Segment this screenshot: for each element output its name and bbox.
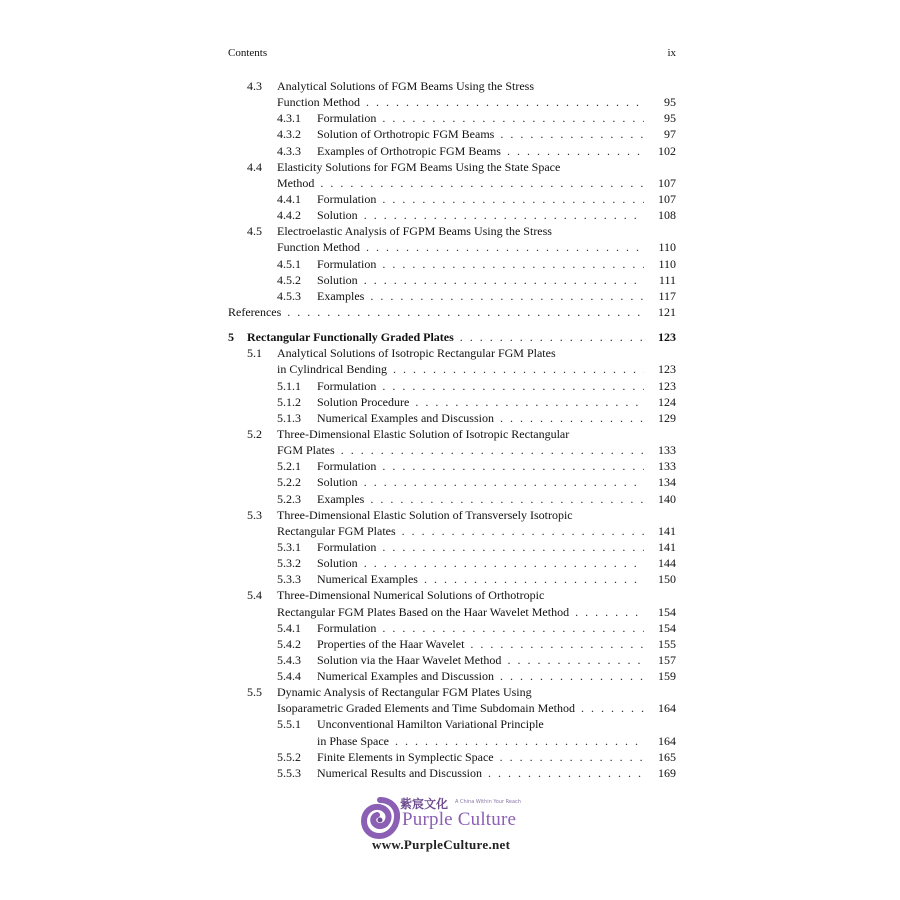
- toc-entry-number: 5.4.2: [277, 636, 301, 651]
- toc-entry: [228, 304, 676, 320]
- toc-dot-leader: [393, 361, 644, 377]
- toc-entry-number: 4.3.1: [277, 111, 301, 126]
- toc-entry: [228, 272, 676, 288]
- toc-entry-page: 155: [658, 636, 676, 651]
- toc-dot-leader: [382, 458, 644, 474]
- toc-entry-number: 5.1.1: [277, 378, 301, 393]
- toc-dot-leader: [382, 539, 644, 555]
- toc-dot-leader: [470, 636, 644, 652]
- toc-entry-number: 4.3.2: [277, 127, 301, 142]
- toc-entry-number: 5.4: [247, 588, 262, 603]
- toc-entry-title: Dynamic Analysis of Rectangular FGM Plates Using: [277, 685, 532, 700]
- toc-entry-number: 4.5.1: [277, 256, 301, 271]
- toc-entry-title: Numerical Examples and Discussion: [317, 669, 494, 684]
- toc-entry-title: Formulation: [317, 620, 377, 635]
- toc-entry-title: Three-Dimensional Elastic Solution of Isotropic Rectangular: [277, 426, 570, 441]
- toc-entry-page: 154: [658, 620, 676, 635]
- toc-entry-number: 5.2.3: [277, 491, 301, 506]
- toc-entry-number: 5.3.3: [277, 572, 301, 587]
- toc-dot-leader: [382, 191, 644, 207]
- toc-entry: [228, 143, 676, 159]
- toc-dot-leader: [320, 175, 644, 191]
- toc-entry: [228, 345, 676, 361]
- toc-entry-title: Formulation: [317, 111, 377, 126]
- toc-dot-leader: [575, 604, 644, 620]
- toc-entry-page: 133: [658, 459, 676, 474]
- toc-entry-title: Formulation: [317, 378, 377, 393]
- toc-entry-page: 95: [664, 95, 676, 110]
- toc-entry-page: 123: [658, 362, 676, 377]
- toc-entry: [228, 684, 676, 700]
- watermark: [360, 793, 550, 863]
- toc-entry-number: 5.4.4: [277, 669, 301, 684]
- toc-entry-number: 4.4.2: [277, 208, 301, 223]
- toc-entry: [228, 394, 676, 410]
- toc-entry-title: Properties of the Haar Wavelet: [317, 636, 465, 651]
- watermark-url: www.PurpleCulture.net: [372, 837, 511, 852]
- toc-entry-title: Rectangular FGM Plates Based on the Haar Wavelet Method: [277, 604, 570, 619]
- toc-entry-number: 4.4.1: [277, 191, 301, 206]
- toc-entry-title: Solution: [317, 556, 358, 571]
- toc-entry-title: Numerical Examples: [317, 572, 418, 587]
- toc-dot-leader: [382, 620, 644, 636]
- toc-entry-number: 5.3.2: [277, 556, 301, 571]
- toc-entry-title: Formulation: [317, 191, 377, 206]
- toc-entry-number: 5.5: [247, 685, 262, 700]
- toc-entry-number: 5.3: [247, 507, 262, 522]
- toc-entry-number: 4.3: [247, 79, 262, 93]
- toc-entry-page: 102: [658, 143, 676, 158]
- toc-entry: [228, 604, 676, 620]
- toc-entry-number: 5.1.2: [277, 394, 301, 409]
- toc-entry-page: 110: [658, 240, 676, 255]
- toc-entry: [228, 700, 676, 716]
- toc-entry: [228, 256, 676, 272]
- toc-dot-leader: [366, 239, 644, 255]
- toc-entry-title: Solution Procedure: [317, 394, 410, 409]
- toc-entry-page: 123: [658, 330, 676, 345]
- toc-entry-page: 134: [658, 475, 676, 490]
- table-of-contents: [228, 78, 676, 781]
- toc-dot-leader: [370, 491, 644, 507]
- toc-entry-title: Examples: [317, 288, 365, 303]
- toc-entry: [228, 652, 676, 668]
- toc-entry-number: 5.1.3: [277, 410, 301, 425]
- toc-entry-title: Numerical Examples and Discussion: [317, 410, 494, 425]
- toc-dot-leader: [364, 272, 644, 288]
- toc-entry-title: Elasticity Solutions for FGM Beams Using the State Space: [277, 159, 561, 174]
- toc-dot-leader: [341, 442, 644, 458]
- toc-entry: [228, 587, 676, 603]
- toc-entry-title: Method: [277, 175, 315, 190]
- toc-entry-number: 5.1: [247, 346, 262, 361]
- toc-dot-leader: [500, 668, 644, 684]
- toc-dot-leader: [382, 256, 644, 272]
- toc-entry-number: 4.5.2: [277, 272, 301, 287]
- toc-entry-title: Rectangular Functionally Graded Plates: [247, 330, 454, 345]
- toc-entry-title: Function Method: [277, 95, 360, 110]
- toc-entry-title: Formulation: [317, 459, 377, 474]
- toc-dot-leader: [424, 571, 644, 587]
- toc-entry-number: 5.4.3: [277, 652, 301, 667]
- watermark-chinese-text: 紫宸文化: [400, 797, 449, 811]
- toc-entry: [228, 620, 676, 636]
- toc-entry-page: 164: [658, 733, 676, 748]
- toc-entry: [228, 668, 676, 684]
- toc-entry-page: 108: [658, 208, 676, 223]
- toc-entry-page: 169: [658, 765, 676, 780]
- toc-dot-leader: [364, 474, 644, 490]
- toc-entry-title: Analytical Solutions of FGM Beams Using the Stress: [277, 79, 534, 93]
- toc-dot-leader: [287, 304, 644, 320]
- toc-entry: [228, 539, 676, 555]
- toc-dot-leader: [382, 378, 644, 394]
- toc-entry-page: 154: [658, 604, 676, 619]
- toc-entry: [228, 555, 676, 571]
- running-header-title: Contents: [228, 47, 268, 59]
- toc-entry-page: 144: [658, 556, 676, 571]
- toc-entry-number: 5.5.3: [277, 765, 301, 780]
- toc-entry: [228, 426, 676, 442]
- toc-entry-page: 157: [658, 652, 676, 667]
- toc-dot-leader: [370, 288, 644, 304]
- toc-dot-leader: [507, 143, 644, 159]
- toc-dot-leader: [460, 329, 644, 345]
- toc-entry: [228, 523, 676, 539]
- toc-entry-number: 5.2.2: [277, 475, 301, 490]
- toc-entry: [228, 507, 676, 523]
- page-number: ix: [667, 47, 676, 59]
- watermark-brand-name: Purple Culture: [402, 809, 517, 830]
- toc-entry-page: 117: [658, 288, 676, 303]
- toc-entry-page: 97: [664, 127, 676, 142]
- toc-entry-number: 4.5.3: [277, 288, 301, 303]
- toc-entry: [228, 458, 676, 474]
- toc-entry-page: 111: [658, 272, 676, 287]
- toc-entry-title: Rectangular FGM Plates: [277, 523, 396, 538]
- toc-entry-page: 121: [658, 304, 676, 319]
- toc-entry: [228, 159, 676, 175]
- toc-entry-title: Three-Dimensional Numerical Solutions of Orthotropic: [277, 588, 545, 603]
- toc-entry: [228, 110, 676, 126]
- toc-entry: [228, 126, 676, 142]
- toc-entry: [228, 175, 676, 191]
- toc-entry-page: 129: [658, 410, 676, 425]
- toc-entry-number: 5.5.1: [277, 717, 301, 732]
- toc-entry-title: in Phase Space: [317, 733, 389, 748]
- toc-entry-number: 5: [228, 330, 234, 345]
- toc-entry-page: 141: [658, 539, 676, 554]
- toc-dot-leader: [500, 749, 644, 765]
- toc-entry-title: FGM Plates: [277, 443, 335, 458]
- toc-entry-page: 159: [658, 669, 676, 684]
- toc-entry-number: 5.2.1: [277, 459, 301, 474]
- toc-entry: [228, 442, 676, 458]
- toc-entry: [228, 78, 676, 94]
- toc-entry: [228, 410, 676, 426]
- toc-entry-title: Numerical Results and Discussion: [317, 765, 482, 780]
- toc-entry-title: Formulation: [317, 539, 377, 554]
- toc-entry-title: Solution: [317, 272, 358, 287]
- toc-dot-leader: [395, 733, 644, 749]
- toc-entry: [228, 378, 676, 394]
- purple-culture-logo-icon: [360, 797, 400, 839]
- toc-entry-page: 140: [658, 491, 676, 506]
- toc-entry: [228, 636, 676, 652]
- toc-entry-page: 150: [658, 572, 676, 587]
- toc-entry-number: 4.3.3: [277, 143, 301, 158]
- toc-entry: [228, 733, 676, 749]
- toc-entry-number: 5.5.2: [277, 749, 301, 764]
- toc-entry-title: Function Method: [277, 240, 360, 255]
- toc-entry: [228, 474, 676, 490]
- toc-entry-page: 124: [658, 394, 676, 409]
- toc-entry-title: References: [228, 304, 282, 319]
- toc-entry-title: Examples: [317, 491, 365, 506]
- toc-entry-title: Solution via the Haar Wavelet Method: [317, 652, 502, 667]
- toc-entry-number: 5.3.1: [277, 539, 301, 554]
- toc-entry-page: 107: [658, 191, 676, 206]
- toc-entry-title: Isoparametric Graded Elements and Time Subdomain Method: [277, 701, 575, 716]
- watermark-tagline: A China Within Your Reach: [455, 799, 521, 805]
- toc-entry: [228, 361, 676, 377]
- toc-entry: [228, 94, 676, 110]
- toc-dot-leader: [507, 652, 644, 668]
- toc-entry: [228, 223, 676, 239]
- toc-entry: [228, 716, 676, 732]
- toc-entry: [228, 207, 676, 223]
- toc-entry-number: 4.5: [247, 224, 262, 239]
- toc-dot-leader: [415, 394, 644, 410]
- toc-entry-page: 133: [658, 443, 676, 458]
- toc-entry-title: Formulation: [317, 256, 377, 271]
- toc-dot-leader: [488, 765, 644, 781]
- toc-entry: [228, 288, 676, 304]
- toc-entry-title: Solution: [317, 208, 358, 223]
- toc-entry-page: 95: [664, 111, 676, 126]
- toc-entry: [228, 239, 676, 255]
- toc-dot-leader: [364, 555, 644, 571]
- toc-entry: [228, 571, 676, 587]
- toc-entry-page: 123: [658, 378, 676, 393]
- toc-dot-leader: [500, 126, 644, 142]
- toc-dot-leader: [402, 523, 644, 539]
- toc-entry-title: Solution of Orthotropic FGM Beams: [317, 127, 495, 142]
- toc-entry-number: 5.2: [247, 426, 262, 441]
- toc-entry-number: 5.4.1: [277, 620, 301, 635]
- toc-entry-page: 165: [658, 749, 676, 764]
- toc-entry: [228, 491, 676, 507]
- toc-dot-leader: [382, 110, 644, 126]
- toc-entry-title: Analytical Solutions of Isotropic Rectangular FGM Plates: [277, 346, 556, 361]
- toc-entry-title: Solution: [317, 475, 358, 490]
- toc-entry-title: Finite Elements in Symplectic Space: [317, 749, 494, 764]
- toc-dot-leader: [581, 700, 644, 716]
- page-header: [228, 47, 676, 63]
- toc-entry-title: Examples of Orthotropic FGM Beams: [317, 143, 501, 158]
- toc-chapter-entry: [228, 329, 676, 345]
- toc-dot-leader: [500, 410, 644, 426]
- toc-dot-leader: [366, 94, 644, 110]
- toc-entry-page: 110: [658, 256, 676, 271]
- toc-entry-page: 107: [658, 175, 676, 190]
- toc-entry-page: 164: [658, 701, 676, 716]
- toc-entry-title: Unconventional Hamilton Variational Principle: [317, 717, 544, 732]
- toc-entry-title: Electroelastic Analysis of FGPM Beams Using the Stress: [277, 224, 552, 239]
- toc-entry: [228, 749, 676, 765]
- toc-entry-title: Three-Dimensional Elastic Solution of Transversely Isotropic: [277, 507, 573, 522]
- toc-entry-page: 141: [658, 523, 676, 538]
- toc-dot-leader: [364, 207, 644, 223]
- toc-entry-number: 4.4: [247, 159, 262, 174]
- toc-entry-title: in Cylindrical Bending: [277, 362, 387, 377]
- toc-entry: [228, 191, 676, 207]
- toc-entry: [228, 765, 676, 781]
